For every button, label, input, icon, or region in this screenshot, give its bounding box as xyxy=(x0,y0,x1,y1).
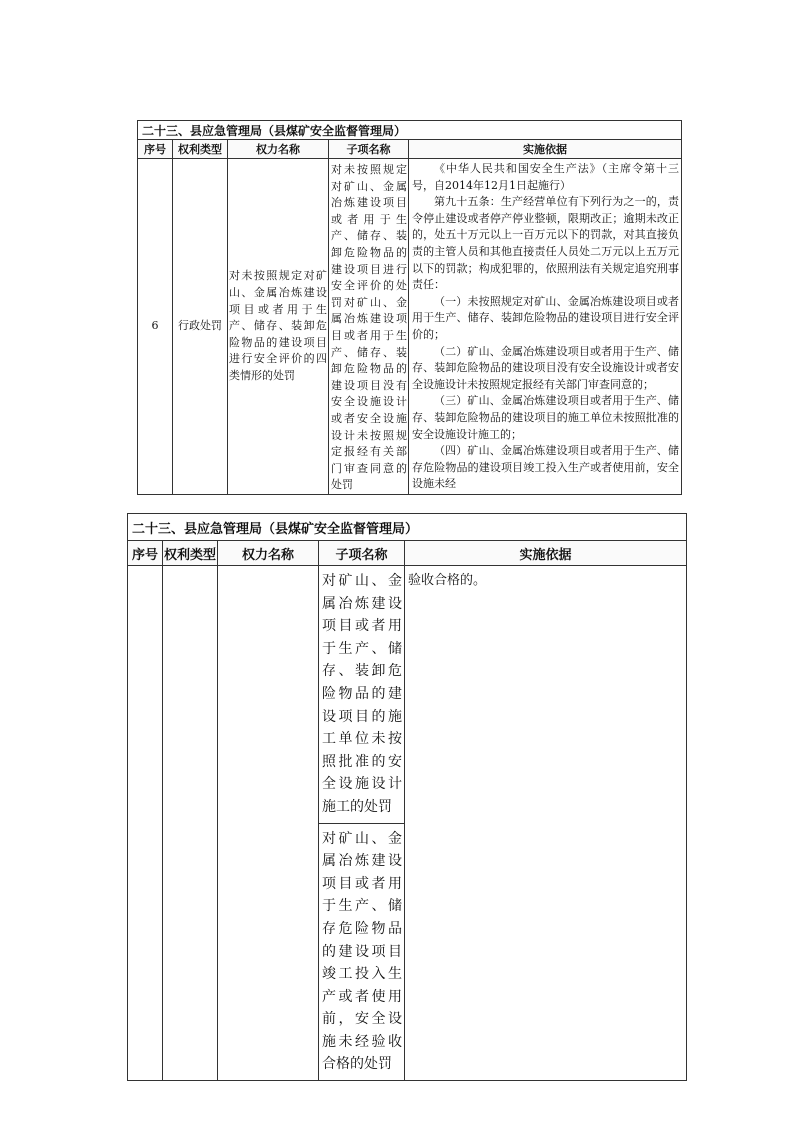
header-index: 序号 xyxy=(128,541,163,566)
basis-clause-1: （一）未按照规定对矿山、金属冶炼建设项目或者用于生产、储存、装卸危险物品的建设项目进行安全评价的； xyxy=(412,294,679,341)
row-index: 6 xyxy=(138,159,173,495)
header-sub-item: 子项名称 xyxy=(319,541,405,566)
header-index: 序号 xyxy=(138,140,173,159)
basis-law: 《中华人民共和国安全生产法》（主席令第十三号，自2014年12月1日起施行） xyxy=(412,162,679,192)
sub-item-acceptance: 对矿山、金属冶炼建设项目或者用于生产、储存危险物品的建设项目竣工投入生产或者使用前，安全设施未经验收合格的处罚 xyxy=(322,830,402,1073)
sub-item-construction: 对矿山、金属冶炼建设项目或者用于生产、储存、装卸危险物品的建设项目的施工单位未按照批准的安全设施设计施工的处罚 xyxy=(319,566,404,824)
authority-table-page2 xyxy=(127,513,687,1081)
row-index-empty xyxy=(128,566,163,1081)
authority-table-page1 xyxy=(137,120,682,495)
row-power-name: 对未按照规定对矿山、金属冶炼建设项目或者用于生产、储存、装卸危险物品的建设项目进行安全评价的四类情形的处罚 xyxy=(228,159,329,495)
header-right-type: 权利类型 xyxy=(163,541,218,566)
basis-clause-3: （三）矿山、金属冶炼建设项目或者用于生产、储存、装卸危险物品的建设项目的施工单位未按照批准的安全设施设计施工的； xyxy=(412,394,679,441)
row-right-type: 行政处罚 xyxy=(173,159,228,495)
row-right-type-empty xyxy=(163,566,218,1081)
row-sub-items xyxy=(319,566,405,1081)
section-title: 二十三、县应急管理局（县煤矿安全监督管理局） xyxy=(138,121,682,140)
basis-clause-4: （四）矿山、金属冶炼建设项目或者用于生产、储存危险物品的建设项目竣工投入生产或者使用前，安全设施未经 xyxy=(412,444,679,491)
header-sub-item: 子项名称 xyxy=(329,140,409,159)
section-title: 二十三、县应急管理局（县煤矿安全监督管理局） xyxy=(128,514,687,541)
header-power-name: 权力名称 xyxy=(218,541,319,566)
header-right-type: 权利类型 xyxy=(173,140,228,159)
row-power-name-empty xyxy=(218,566,319,1081)
basis-clause-2: （二）矿山、金属冶炼建设项目或者用于生产、储存、装卸危险物品的建设项目没有安全设施设计或者安全设施设计未按照规定报经有关部门审查同意的； xyxy=(412,344,679,391)
header-basis: 实施依据 xyxy=(409,140,682,159)
row-sub-item: 对未按照规定对矿山、金属冶炼建设项目或者用于生产、储存、装卸危险物品的建设项目进行安全评价的处罚对矿山、金属冶炼建设项目或者用于生产、储存、装卸危险物品的建设项目没有安全设施设计或者安全设施设计未按照规定报经有关部门审查同意的处罚 xyxy=(329,159,409,495)
row-basis-continued: 验收合格的。 xyxy=(405,566,687,1081)
row-basis xyxy=(409,159,682,495)
header-power-name: 权力名称 xyxy=(228,140,329,159)
header-basis: 实施依据 xyxy=(405,541,687,566)
basis-article: 第九十五条：生产经营单位有下列行为之一的，责令停止建设或者停产停业整顿，限期改正；逾期未改正的，处五十万元以上一百万元以下的罚款，对其直接负责的主管人员和其他直接责任人员处二万元以上五万元以下的罚款；构成犯罪的，依照刑法有关规定追究刑事责任： xyxy=(412,195,679,292)
